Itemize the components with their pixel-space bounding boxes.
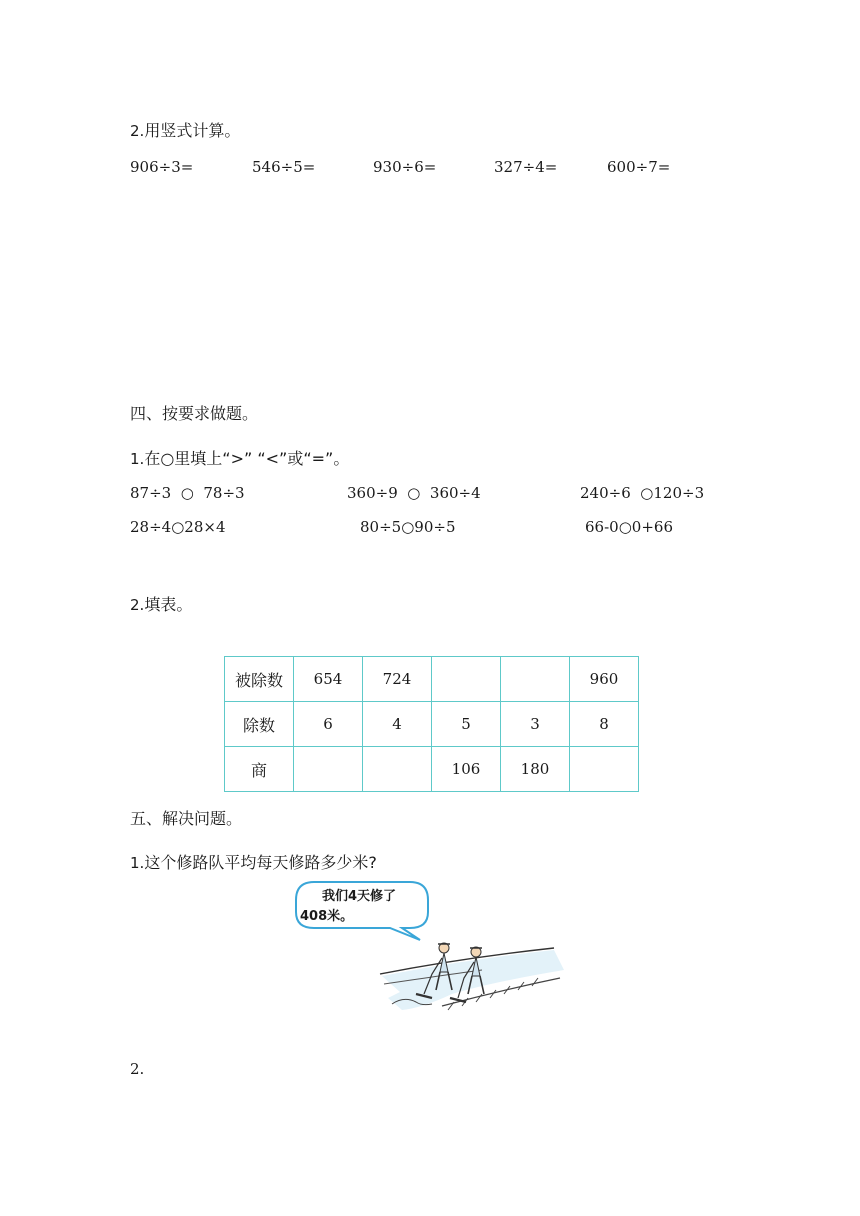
q5-1-heading bbox=[130, 850, 377, 873]
table-row bbox=[225, 747, 639, 792]
question-text: 这个修路队平均每天修路多少米? bbox=[144, 853, 377, 872]
expression-2: 546÷5= bbox=[252, 158, 316, 176]
question-number: 1. bbox=[130, 854, 145, 872]
question-number: 1. bbox=[130, 450, 145, 468]
section5-title: 五、解决问题。 bbox=[130, 809, 243, 828]
table-cell[interactable]: 5 bbox=[432, 702, 501, 747]
table-cell[interactable] bbox=[570, 747, 639, 792]
table-cell[interactable] bbox=[294, 747, 363, 792]
table-cell[interactable]: 4 bbox=[363, 702, 432, 747]
compare-item-3: 240÷6 ○120÷3 bbox=[580, 484, 705, 502]
table-cell[interactable]: 6 bbox=[294, 702, 363, 747]
question-text: 用竖式计算。 bbox=[144, 121, 241, 140]
table-cell[interactable]: 8 bbox=[570, 702, 639, 747]
speech-line-1: 我们4天修了 bbox=[322, 889, 397, 904]
table-cell[interactable] bbox=[363, 747, 432, 792]
q3-2-heading bbox=[130, 118, 240, 141]
table-row bbox=[225, 702, 639, 747]
road-workers-illustration bbox=[292, 878, 572, 1026]
table-cell[interactable]: 960 bbox=[570, 657, 639, 702]
division-table bbox=[224, 656, 639, 792]
q5-2-number: 2. bbox=[130, 1060, 145, 1078]
table-cell[interactable]: 180 bbox=[501, 747, 570, 792]
question-number: 2. bbox=[130, 596, 145, 614]
compare-item-4: 28÷4○28×4 bbox=[130, 518, 226, 536]
q4-1-heading bbox=[130, 446, 349, 469]
table-cell[interactable]: 724 bbox=[363, 657, 432, 702]
compare-item-1: 87÷3 ○ 78÷3 bbox=[130, 484, 245, 502]
expression-1: 906÷3= bbox=[130, 158, 194, 176]
question-text: 填表。 bbox=[144, 595, 193, 614]
compare-item-6: 66-0○0+66 bbox=[585, 518, 673, 536]
row-header-divisor: 除数 bbox=[225, 702, 294, 747]
speech-line-2: 408米。 bbox=[300, 909, 354, 924]
expression-4: 327÷4= bbox=[494, 158, 558, 176]
table-row bbox=[225, 657, 639, 702]
row-header-dividend: 被除数 bbox=[225, 657, 294, 702]
expression-3: 930÷6= bbox=[373, 158, 437, 176]
question-number: 2. bbox=[130, 122, 145, 140]
table-cell[interactable]: 106 bbox=[432, 747, 501, 792]
compare-item-2: 360÷9 ○ 360÷4 bbox=[347, 484, 481, 502]
question-text: 在○里填上“>” “<”或“=”。 bbox=[144, 449, 350, 468]
expression-5: 600÷7= bbox=[607, 158, 671, 176]
q4-2-heading bbox=[130, 592, 192, 615]
table-cell[interactable] bbox=[501, 657, 570, 702]
table-cell[interactable] bbox=[432, 657, 501, 702]
table-cell[interactable]: 3 bbox=[501, 702, 570, 747]
table-cell[interactable]: 654 bbox=[294, 657, 363, 702]
compare-item-5: 80÷5○90÷5 bbox=[360, 518, 456, 536]
row-header-quotient: 商 bbox=[225, 747, 294, 792]
section4-title: 四、按要求做题。 bbox=[130, 404, 259, 423]
